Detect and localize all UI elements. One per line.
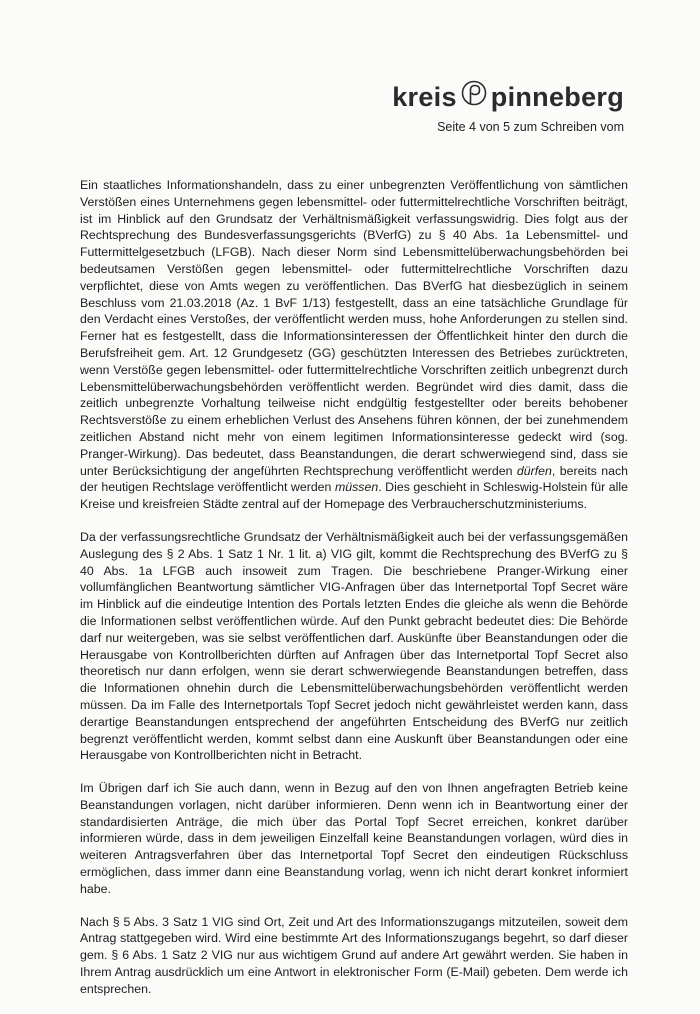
letter-body <box>80 177 628 1014</box>
paragraph-3: Im Übrigen darf ich Sie auch dann, wenn in Bezug auf den von Ihnen angefragten Betrieb keine Beanstandungen vorlagen, nicht darüber informieren. Denn wenn ich in Beantwortung einer der standardisierten Anträge, die mich über das Portal Topf Secret erreichen, konkret darüber informieren würde, dass in dem jeweiligen Einzelfall keine Beanstandungen vorlagen, würd dies in weiteren Antragsverfahren über das Internetportal Topf Secret den eindeutigen Rückschluss ermöglichen, dass immer dann eine Beanstandung vorlag, wenn ich nicht derart konkret informiert habe. <box>80 781 628 896</box>
paragraph-2: Da der verfassungsrechtliche Grundsatz der Verhältnismäßigkeit auch bei der verfassungsgemäßen Auslegung des § 2 Abs. 1 Satz 1 Nr. 1 lit. a) VIG gilt, kommt die Rechtsprechung des BVerfG zu § 40 Abs. 1a LFGB auch insoweit zum Tragen. Die beschriebene Pranger-Wirkung einer vollumfänglichen Beantwortung sämtlicher VIG-Anfragen über das Internetportal Topf Secret wäre im Hinblick auf die eindeutige Intention des Portals letzten Endes die gleiche als wenn die Behörde die Informationen selbst veröffentlichen würde. Auf den Punkt gebracht bedeutet dies: Die Behörde darf nur weitergeben, was sie selbst veröffentlichen darf. Auskünfte über Beanstandungen oder die Herausgabe von Kontrollberichten dürften auf Anfragen über das Internetportal Topf Secret also theoretisch nur dann erfolgen, wenn sie derart schwerwiegende Beanstandungen betreffen, dass die Informationen ohnehin durch die Lebensmittelüberwachungsbehörden veröffentlicht werden müssen. Da im Falle des Internetportals Topf Secret jedoch nicht gewährleistet werden kann, dass derartige Beanstandungen entsprechend der angeführten Entscheidung des BVerfG nur zeitlich begrenzt veröffentlicht werden, kommt selbst dann eine Auskunft über Beanstandungen oder eine Herausgabe von Kontrollberichten nicht in Betracht. <box>80 529 628 763</box>
logo-text-pinneberg: pinneberg <box>490 82 624 112</box>
logo-text-kreis: kreis <box>392 82 457 112</box>
page-info: Seite 4 von 5 zum Schreiben vom <box>437 120 624 134</box>
paragraph-1-start: Ein staatliches Informationshandeln, dass zu einer unbegrenzten Veröffentlichung von sämtlichen Verstößen eines Unternehmens gegen lebensmittel- oder futtermittelrechtliche Vorschriften beiträgt, ist im Hinblick auf den Grundsatz der Verhältnismäßigkeit verfassungswidrig. Dies folgt aus der Rechtsprechung des Bundesverfassungsgerichts (BVerfG) zu § 40 Abs. 1a Lebensmittel- und Futtermittelgesetzbuch (LFGB). Nach dieser Norm sind Lebensmittelüberwachungsbehörden bei bedeutsamen Verstößen gegen lebensmittel- oder futtermittelrechtliche Vorschriften dazu verpflichtet, diese von Amts wegen zu veröffentlichen. Das BVerfG hat diesbezüglich in seinem Beschluss vom 21.03.2018 (Az. 1 BvF 1/13) festgestellt, dass an eine tatsächliche Grundlage für den Verdacht eines Verstoßes, der veröffentlicht werden muss, hohe Anforderungen zu stellen sind. Ferner hat es festgestellt, dass die Informationsinteressen der Öffentlichkeit hinter den durch die Berufsfreiheit gem. Art. 12 Grundgesetz (GG) geschützten Interessen des Betriebes zurücktreten, wenn Verstöße gegen lebensmittel- oder futtermittelrechtliche Vorschriften zeitlich unbegrenzt durch Lebensmittelüberwachungsbehörden veröffentlicht werden. Begründet wird dies damit, dass die zeitlich unbegrenzte Vorhaltung teilweise nicht endgültig festgestellter oder bereits behobener Rechtsverstöße zu einem erheblichen Verlust des Ansehens führen können, der bei zunehmendem zeitlichen Abstand nicht mehr von einem legitimen Informationsinteresse gedeckt wird (sog. Pranger-Wirkung). Das bedeutet, dass Beanstandungen, die derart schwerwiegend sind, dass sie unter Berücksichtigung der angeführten Rechtsprechung veröffentlicht werden <box>80 178 628 478</box>
paragraph-1 <box>80 177 628 513</box>
logo-mark-icon <box>461 78 487 116</box>
paragraph-1-mid: , bereits nach der heutigen Rechtslage veröffentlicht werden <box>80 463 628 495</box>
emphasis-duerfen: dürfen <box>516 463 552 478</box>
paragraph-4: Nach § 5 Abs. 3 Satz 1 VIG sind Ort, Zeit und Art des Informationszugangs mitzuteilen, soweit dem Antrag stattgegeben wird. Wird eine bestimmte Art des Informationszugangs begehrt, so darf dieser gem. § 6 Abs. 1 Satz 2 VIG nur aus wichtigem Grund auf andere Art gewährt werden. Sie haben in Ihrem Antrag ausdrücklich um eine Antwort in elektronischer Form (E-Mail) gebeten. Dem werde ich entsprechen. <box>80 914 628 996</box>
letterhead <box>392 78 624 134</box>
paragraph-1-end: . Dies geschieht in Schleswig-Holstein für alle Kreise und kreisfreien Städte zentral auf der Homepage des Verbraucherschutzministeriums. <box>80 480 628 512</box>
emphasis-muessen: müssen <box>334 480 379 495</box>
kreis-pinneberg-logo <box>392 78 624 116</box>
